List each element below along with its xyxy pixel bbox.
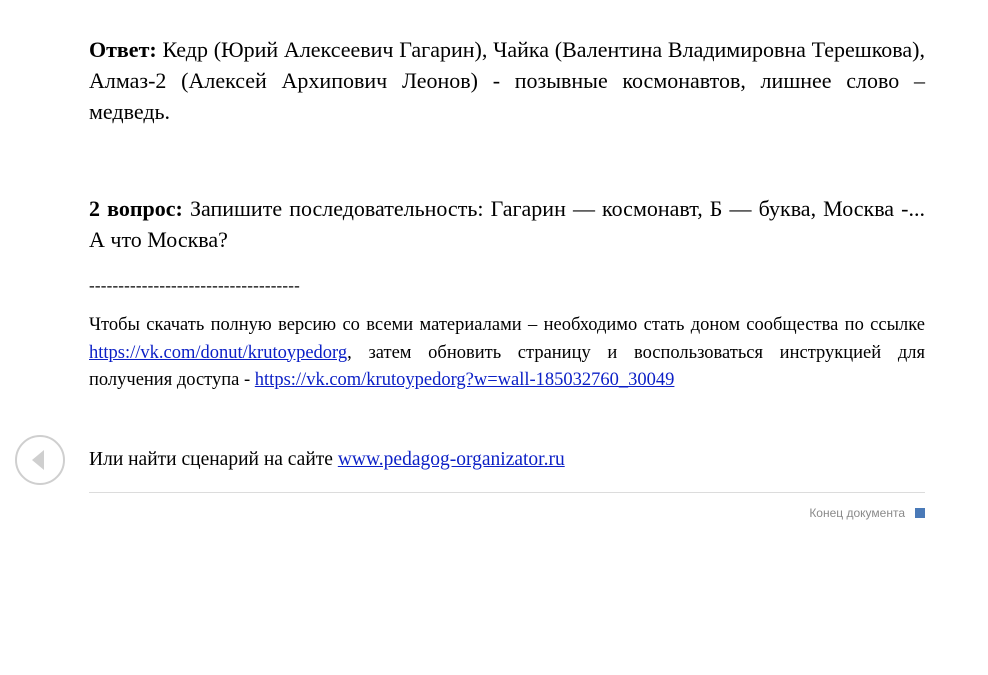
answer-paragraph [89,34,925,127]
end-label: Конец документа [809,506,905,520]
question-text: Запишите последовательность: Гагарин — космонавт, Б — буква, Москва -... А что Москва? [89,196,925,252]
site-link[interactable]: www.pedagog-organizator.ru [337,449,565,470]
download-text-middle: , затем обновить страницу и воспользоваться инструкцией для получения доступа - [89,342,925,390]
question-paragraph [89,193,925,255]
download-text-before: Чтобы скачать полную версию со всеми материалами – необходимо стать доном сообщества по ссылке [89,315,925,335]
end-divider [89,492,925,493]
end-of-document [809,506,925,520]
site-paragraph [89,446,565,474]
previous-page-button[interactable] [15,435,65,485]
donut-link[interactable]: https://vk.com/donut/krutoypedorg [89,342,348,363]
download-paragraph [89,312,925,395]
wall-post-link[interactable]: https://vk.com/krutoypedorg?w=wall-185032760_30049 [254,370,675,390]
chevron-left-icon [29,448,51,472]
end-marker-icon [915,508,925,518]
dash-separator: ------------------------------------ [89,276,301,295]
question-label: 2 вопрос: [89,196,183,221]
answer-text: Кедр (Юрий Алексеевич Гагарин), Чайка (Валентина Владимировна Терешкова), Алмаз-2 (Алексей Архипович Леонов) - позывные космонавтов, лишнее слово – медведь. [89,37,925,124]
site-text: Или найти сценарий на сайте [89,449,338,470]
answer-label: Ответ: [89,37,157,62]
